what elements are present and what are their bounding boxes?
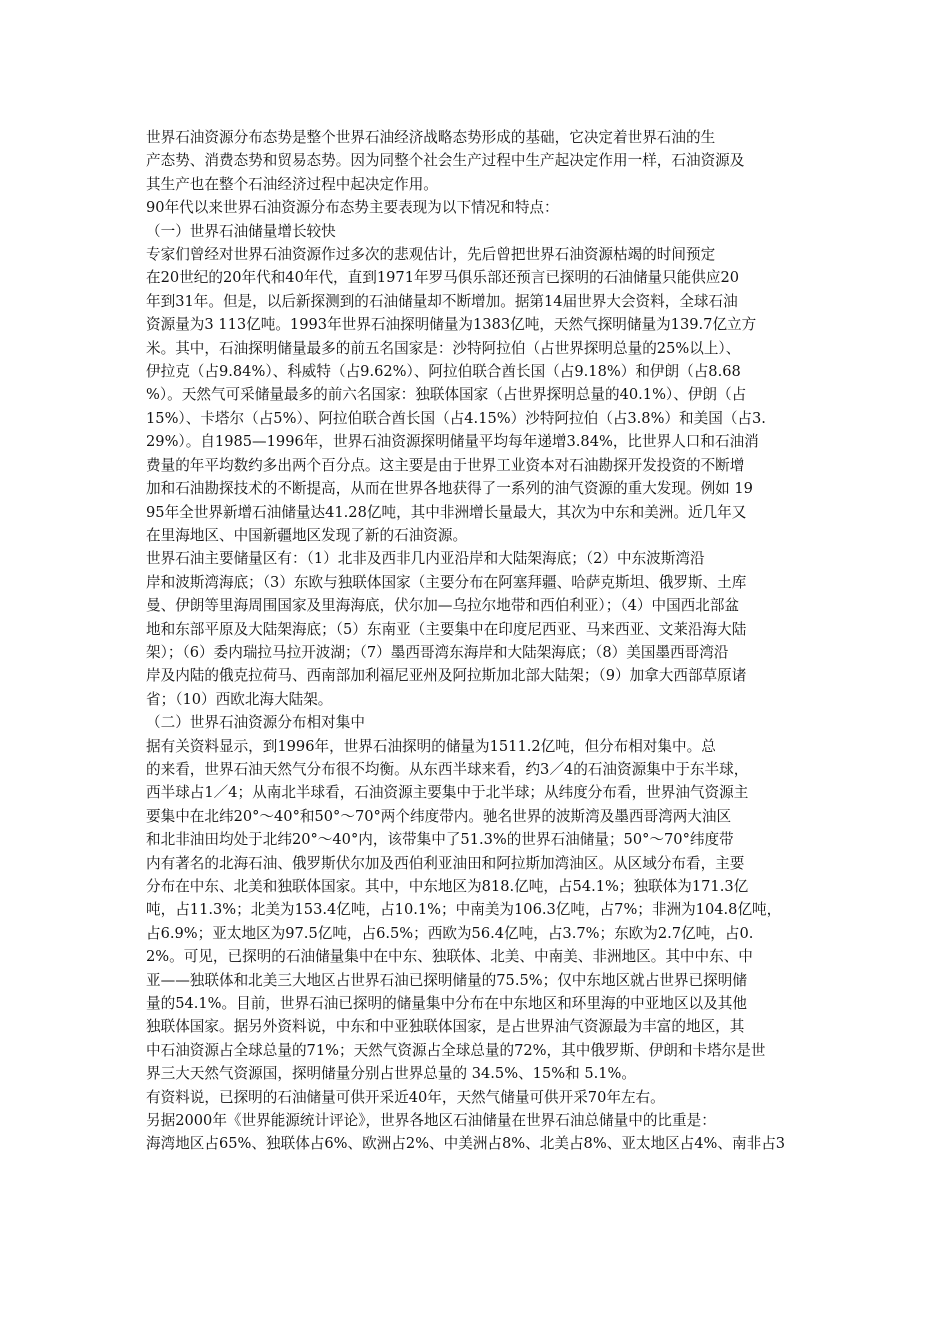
text-line: 分布在中东、北美和独联体国家。其中，中东地区为818.亿吨，占54.1%；独联体为171.3亿 xyxy=(146,878,749,895)
text-line: 中石油资源占全球总量的71%；天然气资源占全球总量的72%，其中俄罗斯、伊朗和卡塔尔是世 xyxy=(146,1041,766,1059)
text-line: 另据2000年《世界能源统计评论》，世界各地区石油储量在世界石油总储量中的比重是： xyxy=(146,1112,716,1130)
text-line: 加和石油勘探技术的不断提高，从而在世界各地获得了一系列的油气资源的重大发现。例如 19 xyxy=(146,480,753,498)
text-line: 米。其中，石油探明储量最多的前五名国家是：沙特阿拉伯（占世界探明总量的25%以上）、 xyxy=(146,339,741,357)
text-line: 据有关资料显示，到1996年，世界石油探明的储量为1511.2亿吨，但分布相对集中。总 xyxy=(146,737,716,755)
text-line: 在20世纪的20年代和40年代，直到1971年罗马俱乐部还预言已探明的石油储量只能供应20 xyxy=(146,269,740,287)
text-line: 29%）。自1985—1996年，世界石油资源探明储量平均每年递增3.84%，比世界人口和石油消 xyxy=(146,433,759,451)
section-heading-1: （一）世界石油储量增长较快 xyxy=(146,222,336,240)
text-line: %）。天然气可采储量最多的前六名国家：独联体国家（占世界探明总量的40.1%）、伊朗（占 xyxy=(146,386,747,404)
text-line: 界三大天然气资源国，探明储量分别占世界总量的 34.5%、15%和 5.1%。 xyxy=(146,1065,636,1083)
text-line: 地和东部平原及大陆架海底；（5）东南亚（主要集中在印度尼西亚、马来西亚、文莱沿海大陆 xyxy=(146,620,747,638)
text-line: 的来看，世界石油天然气分布很不均衡。从东西半球来看，约3／4的石油资源集中于东半球， xyxy=(146,760,749,778)
text-line: 岸和波斯湾海底；（3）东欧与独联体国家（主要分布在阿塞拜疆、哈萨克斯坦、俄罗斯、土库 xyxy=(146,573,747,591)
text-line: 内有著名的北海石油、俄罗斯伏尔加及西伯利亚油田和阿拉斯加湾油区。从区域分布看，主要 xyxy=(146,854,745,872)
text-line: 在里海地区、中国新疆地区发现了新的石油资源。 xyxy=(146,526,468,544)
text-line: 要集中在北纬20°～40°和50°～70°两个纬度带内。驰名世界的波斯湾及墨西哥湾两大油区 xyxy=(146,807,732,825)
text-line: 资源量为3 113亿吨。1993年世界石油探明储量为1383亿吨，天然气探明储量为139.7亿立方 xyxy=(146,316,757,334)
text-line: 吨，占11.3%；北美为153.4亿吨，占10.1%；中南美为106.3亿吨，占7%；非洲为104.8亿吨， xyxy=(146,901,782,919)
text-line: 岸及内陆的俄克拉荷马、西南部加利福尼亚州及阿拉斯加北部大陆架；（9）加拿大西部草原诸 xyxy=(146,667,747,685)
text-line: 量的54.1%。目前，世界石油已探明的储量集中分布在中东地区和环里海的中亚地区以及其他 xyxy=(146,995,747,1013)
text-line: 年到31年。但是，以后新探测到的石油储量却不断增加。据第14届世界大会资料，全球石油 xyxy=(146,292,738,310)
text-line: 95年全世界新增石油储量达41.28亿吨，其中非洲增长量最大，其次为中东和美洲。近几年又 xyxy=(146,503,747,521)
text-line: 亚——独联体和北美三大地区占世界石油已探明储量的75.5%；仅中东地区就占世界已探明储 xyxy=(146,971,747,989)
text-line: 世界石油主要储量区有：（1）北非及西非几内亚沿岸和大陆架海底；（2）中东波斯湾沿 xyxy=(146,550,705,568)
text-line: 15%）、卡塔尔（占5%）、阿拉伯联合酋长国（占4.15%）沙特阿拉伯（占3.8%）和美国（占3. xyxy=(146,409,766,427)
text-line: 西半球占1／4；从南北半球看，石油资源主要集中于北半球；从纬度分布看，世界油气资源主 xyxy=(146,784,749,802)
text-line: 曼、伊朗等里海周围国家及里海海底，伏尔加—乌拉尔地带和西伯利亚）；（4）中国西北部盆 xyxy=(146,597,740,615)
text-line: 独联体国家。据另外资料说，中东和中亚独联体国家，是占世界油气资源最为丰富的地区，其 xyxy=(146,1018,745,1036)
text-line: 占6.9%；亚太地区为97.5亿吨，占6.5%；西欧为56.4亿吨，占3.7%；东欧为2.7亿吨，占0. xyxy=(146,924,754,942)
text-line: 其生产也在整个石油经济过程中起决定作用。 xyxy=(146,175,438,193)
text-line: 海湾地区占65%、独联体占6%、欧洲占2%、中美洲占8%、北美占8%、亚太地区占4%、南非占3 xyxy=(146,1135,786,1153)
document-page xyxy=(146,126,802,1156)
text-line: 架）；（6）委内瑞拉马拉开波湖；（7）墨西哥湾东海岸和大陆架海底；（8）美国墨西哥湾沿 xyxy=(146,643,729,661)
text-line: 省；（10）西欧北海大陆架。 xyxy=(146,690,333,708)
text-line: 世界石油资源分布态势是整个世界石油经济战略态势形成的基础，它决定着世界石油的生 xyxy=(146,129,716,146)
text-line: 有资料说，已探明的石油储量可供开采近40年，天然气储量可供开采70年左右。 xyxy=(146,1088,665,1106)
section-heading-2: （二）世界石油资源分布相对集中 xyxy=(146,714,365,732)
text-line: 90年代以来世界石油资源分布态势主要表现为以下情况和特点： xyxy=(146,199,559,217)
text-line: 2%。可见，已探明的石油储量集中在中东、独联体、北美、中南美、非洲地区。其中中东、中 xyxy=(146,948,753,966)
text-line: 产态势、消费态势和贸易态势。因为同整个社会生产过程中生产起决定作用一样，石油资源及 xyxy=(146,152,745,170)
text-line: 伊拉克（占9.84%）、科威特（占9.62%）、阿拉伯联合酋长国（占9.18%）和伊朗（占8.68 xyxy=(146,363,741,381)
text-line: 专家们曾经对世界石油资源作过多次的悲观估计，先后曾把世界石油资源枯竭的时间预定 xyxy=(146,246,716,264)
text-line: 费量的年平均数约多出两个百分点。这主要是由于世界工业资本对石油勘探开发投资的不断增 xyxy=(146,456,745,474)
text-line: 和北非油田均处于北纬20°～40°内，该带集中了51.3%的世界石油储量；50°～70°纬度带 xyxy=(146,831,734,849)
